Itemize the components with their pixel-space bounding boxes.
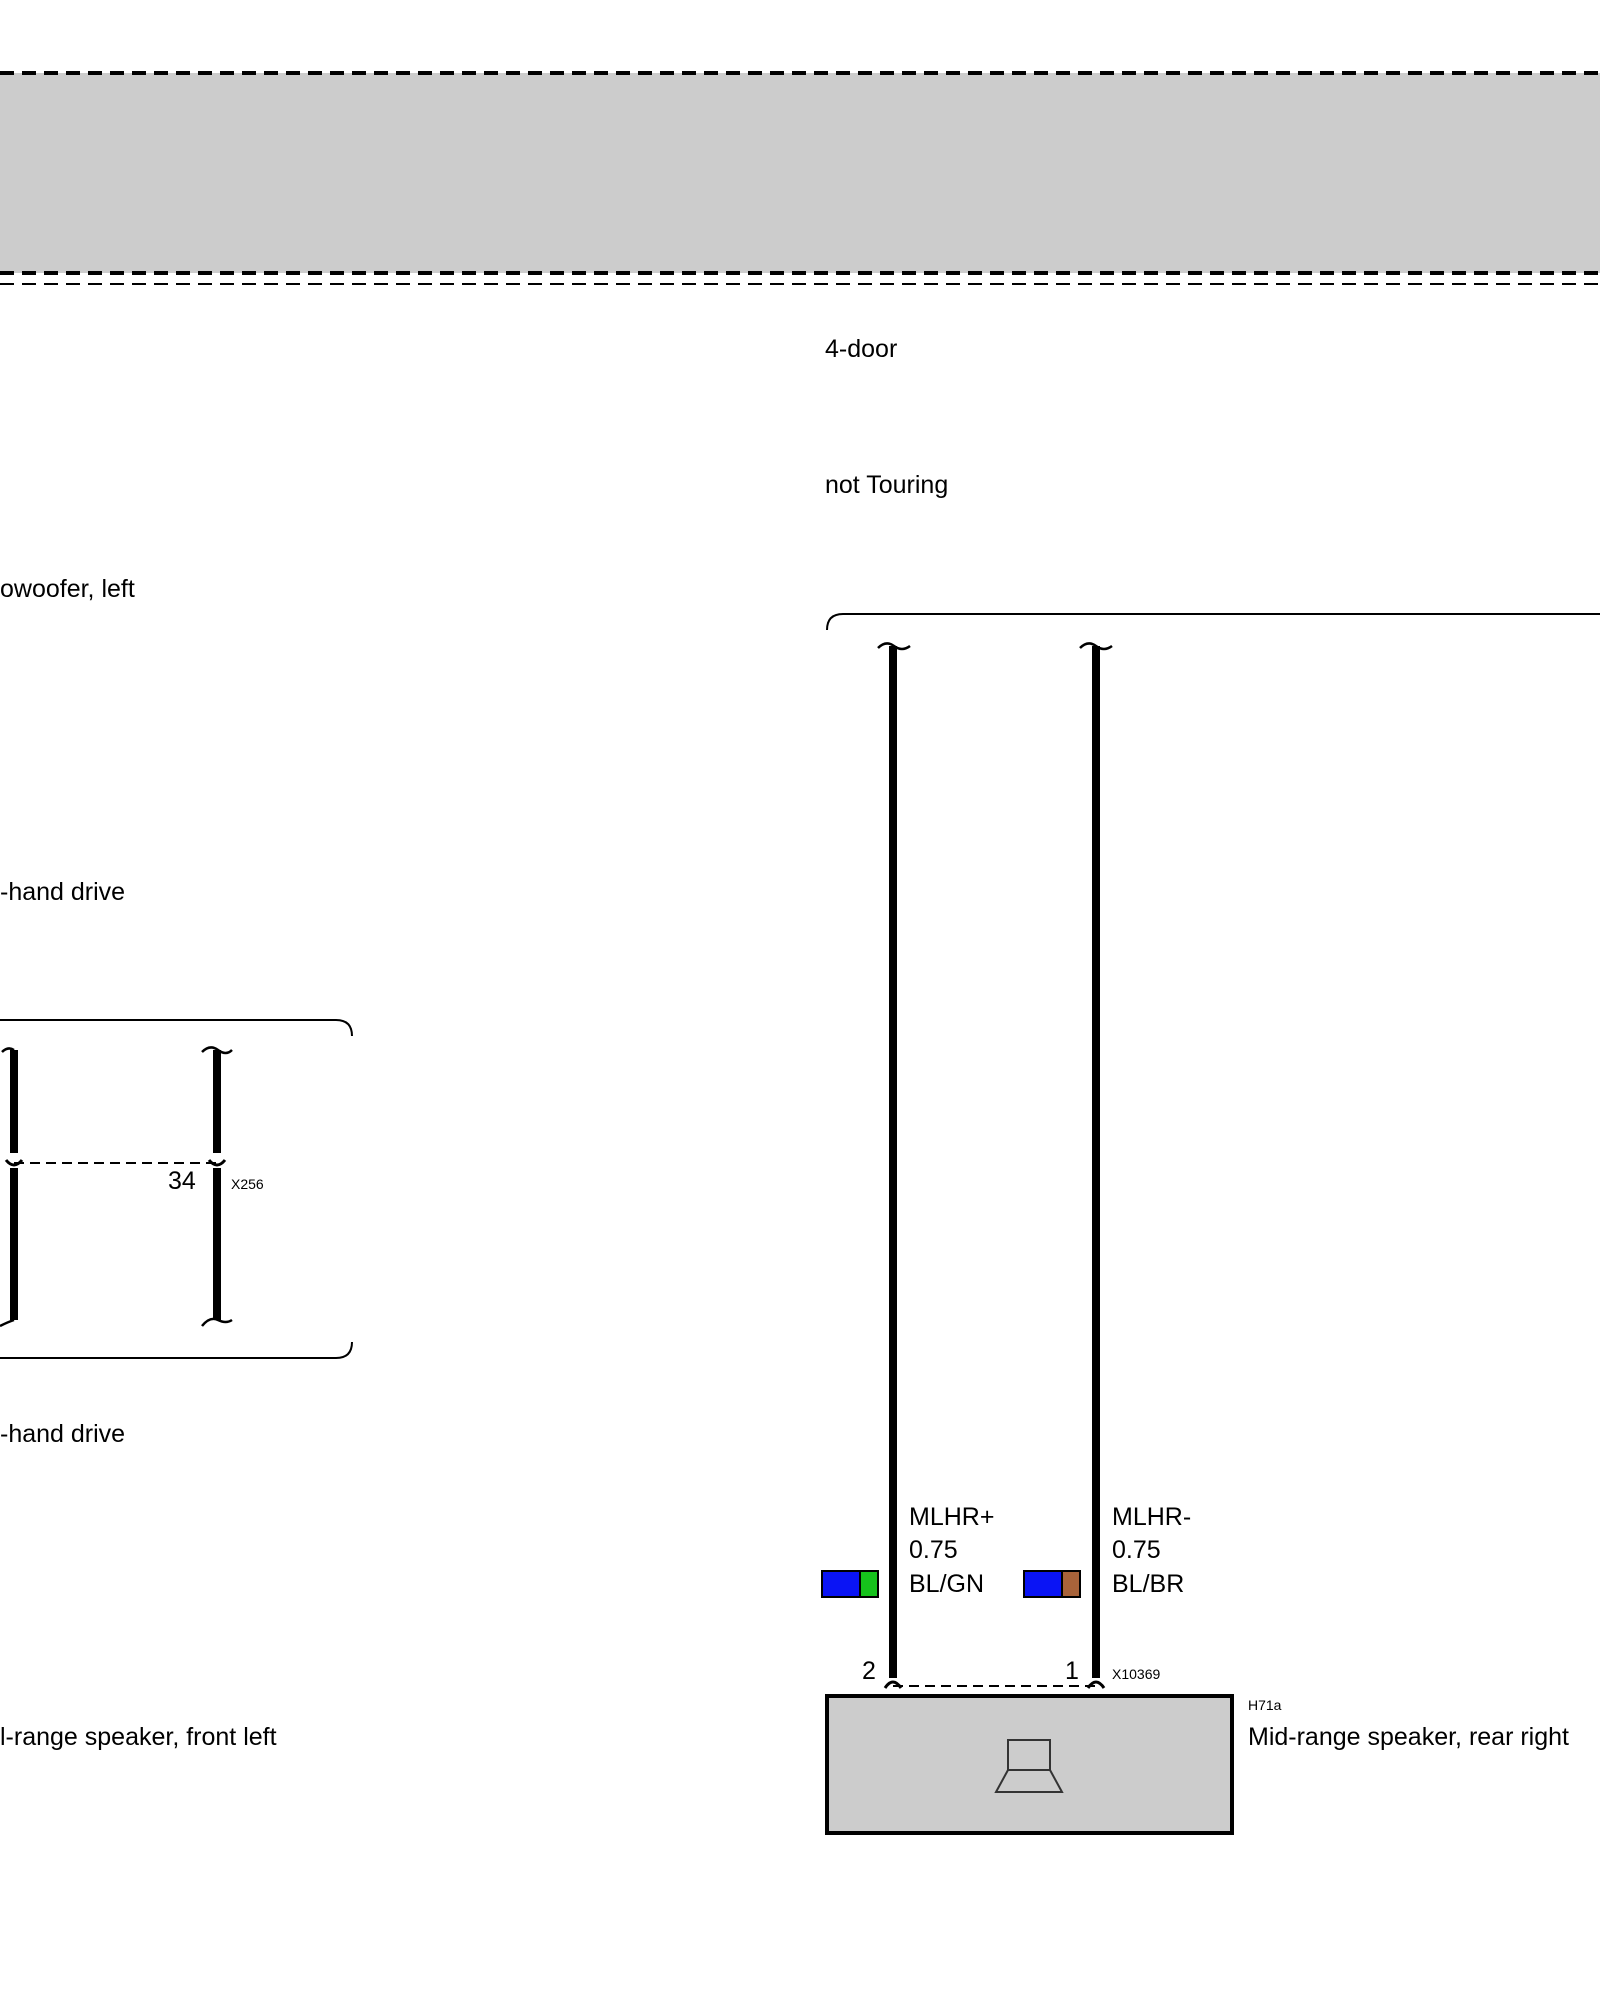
connector-x10369-label: X10369 <box>1112 1666 1161 1682</box>
speaker-body <box>827 1696 1232 1833</box>
wire-signal-minus: MLHR- <box>1112 1503 1192 1531</box>
wire-color-swatch-blue <box>1024 1571 1062 1597</box>
speaker-rear-right <box>827 1696 1232 1833</box>
connector-x256-label: X256 <box>231 1176 264 1192</box>
condition-not-touring: not Touring <box>825 471 949 499</box>
wire-color-code-minus: BL/BR <box>1112 1570 1185 1598</box>
wire-gauge-minus: 0.75 <box>1112 1536 1161 1564</box>
wire-mlhr-plus <box>878 643 910 1688</box>
left-wire-1 <box>0 1048 22 1326</box>
subwoofer-left-label: owoofer, left <box>0 575 135 603</box>
condition-4-door: 4-door <box>825 335 898 363</box>
wire-color-swatch-brown <box>1062 1571 1080 1597</box>
wire-break-symbol <box>0 1320 14 1326</box>
connector-pin-34: 34 <box>168 1167 196 1195</box>
option-bracket-right <box>827 614 1600 630</box>
rear-pin-2: 2 <box>862 1657 876 1685</box>
wire-color-code-plus: BL/GN <box>909 1570 985 1598</box>
option-bracket-left-top <box>0 1020 352 1036</box>
left-wire-2 <box>202 1047 232 1326</box>
top-module-body <box>0 73 1600 273</box>
top-module <box>0 73 1600 284</box>
option-bracket-left-bottom <box>0 1342 352 1358</box>
rear-right-speaker-label: Mid-range speaker, rear right <box>1248 1723 1569 1751</box>
condition-drive-bottom: -hand drive <box>0 1420 126 1448</box>
condition-drive-top: -hand drive <box>0 878 126 906</box>
wire-color-swatch-green <box>860 1571 878 1597</box>
wire-mlhr-minus <box>1080 643 1112 1688</box>
wire-signal-plus: MLHR+ <box>909 1503 995 1531</box>
front-left-speaker-label: l-range speaker, front left <box>0 1723 277 1751</box>
wire-break-symbol <box>202 1319 232 1326</box>
speaker-id-h71a: H71a <box>1248 1697 1282 1713</box>
wire-gauge-plus: 0.75 <box>909 1536 958 1564</box>
rear-pin-1: 1 <box>1065 1657 1079 1685</box>
wire-label-plus <box>822 1503 994 1598</box>
wire-color-swatch-blue <box>822 1571 860 1597</box>
wire-label-minus <box>1024 1503 1191 1598</box>
